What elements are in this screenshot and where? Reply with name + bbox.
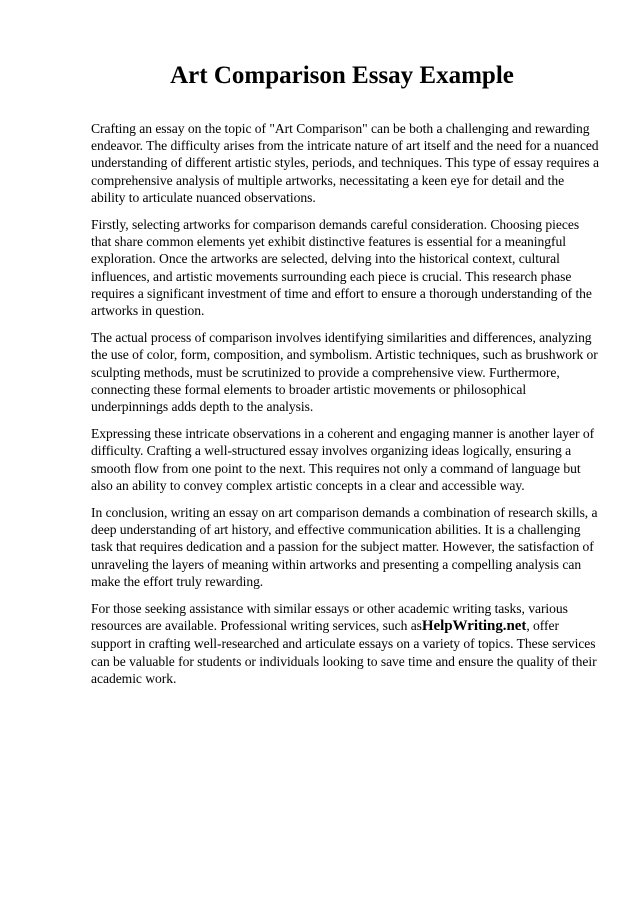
paragraph-intro: Crafting an essay on the topic of "Art Comparison" can be both a challenging and rewarding endeavor. The difficulty arises from the intricate nature of art itself and the need for a nuanced understanding of different artistic styles, periods, and techniques. This type of essay requires a comprehensive analysis of multiple artworks, necessitating a keen eye for detail and the ability to articulate nuanced observations. <box>91 121 600 205</box>
resources-text-before: For those seeking assistance with similar essays or other academic writing tasks, various resources are available. Professional writing services, such as <box>91 601 568 634</box>
resources-text-after: , offer support in crafting well-researched and articulate essays on a variety of topics. These services can be valuable for students or individuals looking to save time and ensure the quality of their academic work. <box>91 618 597 686</box>
paragraph-resources <box>91 600 601 687</box>
paragraph-selection: Firstly, selecting artworks for comparison demands careful consideration. Choosing pieces that share common elements yet exhibit distinctive features is essential for a meaningful exploration. Once the artworks are selected, delving into the historical context, cultural influences, and artistic movements surrounding each piece is crucial. This research phase requires a significant investment of time and effort to ensure a thorough understanding of the artworks in question. <box>91 217 592 319</box>
paragraph-conclusion: In conclusion, writing an essay on art comparison demands a combination of research skills, a deep understanding of art history, and effective communication abilities. It is a challenging task that requires dedication and a passion for the subject matter. However, the satisfaction of unraveling the layers of meaning within artworks and presenting a compelling analysis can make the effort truly rewarding. <box>91 505 598 589</box>
paragraph-comparison-process: The actual process of comparison involves identifying similarities and differences, analyzing the use of color, form, composition, and symbolism. Artistic techniques, such as brushwork or sculpting methods, must be scrutinized to provide a comprehensive view. Furthermore, connecting these formal elements to broader artistic movements or philosophical underpinnings adds depth to the analysis. <box>91 330 598 415</box>
document-body <box>91 120 601 697</box>
document-title: Art Comparison Essay Example <box>170 62 514 89</box>
helpwriting-link[interactable]: HelpWriting.net <box>421 618 527 635</box>
paragraph-expression: Expressing these intricate observations in a coherent and engaging manner is another layer of difficulty. Crafting a well-structured essay involves organizing ideas logically, ensuring a smooth flow from one point to the next. This requires not only a command of language but also an ability to convey complex artistic concepts in a clear and accessible way. <box>91 426 595 493</box>
